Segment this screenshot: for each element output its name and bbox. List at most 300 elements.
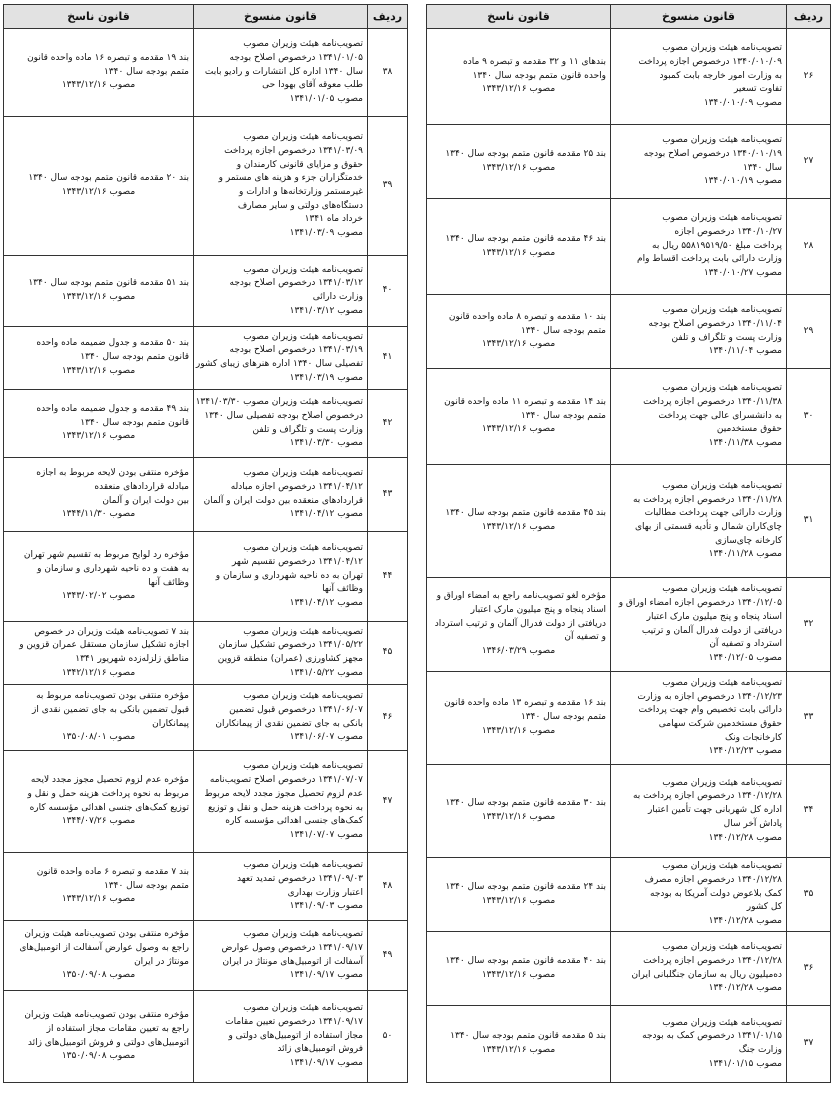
row-number: ۳۶ — [787, 932, 831, 1006]
repealed-law-cell — [194, 751, 368, 853]
approval-date: مصوب ۱۳۴۳/۱۲/۱۶ — [481, 424, 556, 435]
text-line: آسفالت از اتومبیل‌های مونتاژ در ایران — [222, 956, 363, 967]
row-number: ۳۲ — [787, 578, 831, 672]
text-line: مجهز کشاورزی (عمران) منطقه قزوین — [217, 654, 363, 664]
table-row — [427, 295, 831, 369]
table-row — [427, 765, 831, 858]
header-repealed-law: قانون منسوخ — [194, 5, 368, 29]
repealed-law-cell — [194, 256, 368, 327]
text-line: دارائی بابت تخصیص وام جهت پرداخت — [638, 705, 782, 716]
right-law-table — [426, 4, 831, 1083]
approval-date: مصوب ۱۳۴۱/۰۳/۱۹ — [289, 372, 363, 383]
text-line: اداره کل شهربانی جهت تأمین اعتبار — [648, 805, 782, 816]
text-line: متمم بودجه سال ۱۳۴۰ — [520, 325, 606, 336]
repealing-law-cell — [4, 921, 194, 991]
approval-date: مصوب ۱۳۴۱/۰۳/۱۲ — [289, 305, 363, 316]
text-line: ۱۳۴۱/۰۵/۲۲ درخصوص تشکیل سازمان — [218, 640, 363, 651]
text-line: مؤخره لغو تصویب‌نامه راجع به امضاء اوراق و — [436, 591, 606, 602]
approval-date: مصوب ۱۳۴۳/۱۲/۱۶ — [61, 431, 136, 442]
text-line: دستگاه‌های دولتی و سایر مصارف — [237, 200, 363, 211]
repealing-law-cell — [427, 125, 611, 199]
approval-date: مصوب ۱۳۴۳/۱۲/۱۶ — [61, 80, 136, 91]
text-line: کل کشور — [746, 902, 782, 913]
text-line: ۱۳۴۱/۰۱/۰۵ درخصوص اصلاح بودجه — [229, 52, 363, 63]
table-row — [4, 751, 408, 853]
text-line: پیمانکاران — [152, 718, 189, 729]
repealing-law-cell — [427, 465, 611, 578]
repealing-law-cell — [4, 991, 194, 1083]
text-line: بند ۴۹ مقدمه و جدول ضمیمه ماده واحده — [36, 403, 189, 414]
approval-date: مصوب ۱۳۴۱/۰۱/۱۵ — [708, 1058, 782, 1069]
text-line: بند ۱۶ مقدمه و تبصره ۱۳ ماده واحده قانون — [444, 698, 606, 709]
header-row — [427, 5, 831, 29]
table-row — [4, 117, 408, 256]
text-line: اجازه تشکیل سازمان مستقل عمران قزوین و — [19, 640, 189, 651]
text-line: سال ۱۳۴۰ — [742, 162, 782, 173]
repealing-law-cell — [427, 29, 611, 125]
approval-date: مصوب ۱۳۴۳/۱۲/۱۶ — [61, 292, 136, 302]
text-line: تفاوت تسعیر — [733, 84, 782, 95]
approval-date: مصوب ۱۳۴۰/۱۱/۰۴ — [708, 346, 782, 357]
text-line: ۱۳۴۰/۱۰/۲۷ درخصوص اجازه — [674, 226, 782, 237]
repealing-law-cell — [427, 295, 611, 369]
text-line: بند ۴۰ مقدمه قانون متمم بودجه سال ۱۳۴۰ — [445, 955, 606, 966]
text-line: تصویب‌نامه هیئت وزیران مصوب — [662, 383, 782, 394]
text-line: ۱۳۴۱/۰۱/۱۵ درخصوص کمک به بودجه — [642, 1031, 782, 1042]
text-line: مؤخره عدم لزوم تحصیل مجوز مجدد لایحه — [30, 775, 189, 786]
table-row — [4, 29, 408, 117]
repealing-law-cell — [427, 199, 611, 295]
repealing-law-cell — [4, 751, 194, 853]
text-line: بندهای ۱۱ و ۳۲ مقدمه و تبصره ۹ ماده — [462, 56, 606, 67]
text-line: متمم بودجه سال ۱۳۴۰ — [520, 712, 606, 723]
table-row — [427, 465, 831, 578]
repealing-law-cell — [4, 458, 194, 532]
text-line: بانکی به جای تضمین نقدی از پیمانکاران — [215, 718, 363, 729]
repealing-law-cell — [427, 672, 611, 765]
approval-date: مصوب ۱۳۴۰/۱۲/۰۵ — [708, 652, 782, 663]
text-line: دریافتی از دولت فدرال آلمان و ترتیب — [641, 625, 782, 636]
text-line: ۱۳۴۰/۱۲/۲۸ درخصوص اجازه پرداخت به — [632, 791, 782, 802]
text-line: تصویب‌نامه هیئت وزیران مصوب — [243, 691, 363, 702]
text-line: وزارت دارائی جهت پرداخت مطالبات — [644, 508, 782, 519]
repealing-law-cell — [4, 327, 194, 390]
approval-date: مصوب ۱۳۴۱/۰۷/۰۷ — [289, 829, 363, 840]
approval-date: مصوب ۱۳۴۳/۱۲/۱۶ — [481, 247, 556, 258]
header-repealed-law: قانون منسوخ — [611, 5, 787, 29]
text-line: بند ۱۰ مقدمه و تبصره ۸ ماده واحده قانون — [448, 311, 606, 322]
repealed-law-cell — [611, 29, 787, 125]
table-row — [4, 921, 408, 991]
repealing-law-cell — [4, 622, 194, 685]
text-line: ۱۳۴۱/۰۷/۰۷ درخصوص اصلاح تصویب‌نامه — [209, 775, 363, 786]
text-line: راجع به تعیین مقامات مجاز استفاده از — [46, 1023, 189, 1034]
row-number: ۳۹ — [368, 117, 408, 256]
repealed-law-cell — [194, 458, 368, 532]
text-line: بند ۵ مقدمه قانون متمم بودجه سال ۱۳۴۰ — [450, 1031, 606, 1042]
text-line: بند ۱۹ مقدمه و تبصره ۱۶ ماده واحده قانون — [27, 52, 189, 63]
text-line: تصویب‌نامه هیئت وزیران مصوب — [662, 135, 782, 146]
approval-date: مصوب ۱۳۴۱/۰۱/۰۵ — [289, 94, 363, 104]
text-line: ۱۳۴۰/۱۲/۲۸ درخصوص اجازه مصرف — [644, 874, 782, 885]
approval-date: مصوب ۱۳۴۱/۰۹/۰۳ — [289, 901, 363, 912]
approval-date: مصوب ۱۳۴۱/۰۴/۱۲ — [289, 598, 363, 608]
text-line: بند ۵۰ مقدمه و جدول ضمیمه ماده واحده — [36, 338, 189, 349]
approval-date: مصوب ۱۳۴۳/۱۲/۱۶ — [481, 84, 556, 95]
text-line: چای‌کاران شمال و تأدیه قسمتی از بهای — [635, 522, 782, 532]
text-line: توزیع کمک‌های جنسی اهدائی مؤسسه کاره — [29, 802, 189, 813]
text-line: وزارت پست و تلگراف و تلفن — [671, 332, 782, 343]
repealed-law-cell — [611, 199, 787, 295]
table-row — [4, 390, 408, 458]
table-row — [427, 1006, 831, 1083]
approval-date: مصوب ۱۳۴۳/۱۲/۱۶ — [61, 187, 136, 197]
repealed-law-cell — [194, 853, 368, 921]
text-line: غیرمستمر وزارتخانه‌ها و ادارات و — [238, 187, 363, 197]
text-line: تهران به ده ناحیه شهرداری و سازمان و — [215, 570, 363, 581]
approval-date: مصوب ۱۳۴۰/۱۱/۳۸ — [708, 438, 782, 448]
repealing-law-cell — [4, 117, 194, 256]
repealing-law-cell — [4, 256, 194, 327]
row-number: ۴۰ — [368, 256, 408, 327]
row-number: ۲۷ — [787, 125, 831, 199]
header-repealing-law: قانون ناسخ — [4, 5, 194, 29]
approval-date: مصوب ۱۳۴۰/۰۱۰/۱۹ — [703, 176, 782, 187]
row-number: ۴۸ — [368, 853, 408, 921]
text-line: تصویب‌نامه هیئت وزیران مصوب ۱۳۴۱/۰۳/۳۰ — [195, 397, 363, 408]
approval-date: مصوب ۱۳۴۱/۰۵/۲۲ — [289, 667, 363, 678]
text-line: قانون متمم بودجه سال ۱۳۴۰ — [80, 417, 189, 428]
repealing-law-cell — [4, 532, 194, 622]
text-line: تصویب‌نامه هیئت وزیران مصوب — [662, 861, 782, 872]
row-number: ۴۷ — [368, 751, 408, 853]
approval-date: مصوب ۱۳۴۰/۱۲/۲۸ — [708, 983, 782, 994]
table-row — [4, 256, 408, 327]
text-line: مؤخره رد لوایح مربوط به تقسیم شهر تهران — [23, 550, 189, 561]
text-line: تفصیلی سال ۱۳۴۰ اداره هنرهای زیبای کشور — [195, 359, 363, 369]
table-row — [4, 622, 408, 685]
text-line: فروش اتومبیل‌های زائد — [277, 1044, 363, 1055]
approval-date: مصوب ۱۳۴۳/۱۲/۱۶ — [61, 894, 136, 905]
row-number: ۵۰ — [368, 991, 408, 1083]
approval-date: مصوب ۱۳۴۱/۰۹/۱۷ — [289, 1058, 363, 1068]
approval-date: مصوب ۱۳۴۳/۱۲/۱۶ — [481, 339, 556, 350]
text-line: کارخانه چای‌سازی — [715, 535, 782, 546]
text-line: ۱۳۴۰/۰۱۰/۱۹ درخصوص اصلاح بودجه — [643, 148, 782, 159]
row-number: ۲۹ — [787, 295, 831, 369]
approval-date: مصوب ۱۳۴۳/۱۲/۱۶ — [481, 812, 556, 822]
approval-date: مصوب ۱۳۴۰/۱۱/۲۸ — [708, 549, 782, 560]
table-row — [427, 858, 831, 932]
table-row — [4, 458, 408, 532]
text-line: ده‌میلیون ریال به سازمان جنگلبانی ایران — [631, 969, 782, 980]
repealed-law-cell — [611, 578, 787, 672]
text-line: خرداد ماه ۱۳۴۱ — [304, 214, 363, 225]
row-number: ۲۸ — [787, 199, 831, 295]
text-line: حقوق مستخدمین — [716, 424, 782, 435]
approval-date: مصوب ۱۳۴۲/۱۲/۱۶ — [61, 667, 136, 678]
header-row — [4, 5, 408, 29]
text-line: به وزارت امور خارجه بابت کمبود — [659, 70, 782, 81]
row-number: ۴۱ — [368, 327, 408, 390]
approval-date: مصوب ۱۳۴۰/۱۲/۲۸ — [708, 916, 782, 926]
text-line: وزارت دارائی — [312, 292, 363, 302]
text-line: حقوق و مزایای قانونی کارمندان و — [236, 159, 363, 170]
row-number: ۳۴ — [787, 765, 831, 858]
text-line: مربوط به نحوه پرداخت هزینه حمل و نقل و — [27, 788, 189, 799]
approval-date: مصوب ۱۳۴۳/۱۲/۱۶ — [481, 725, 556, 736]
approval-date: مصوب ۱۳۴۶/۰۳/۲۹ — [481, 646, 556, 656]
table-row — [427, 125, 831, 199]
repealed-law-cell — [194, 390, 368, 458]
text-line: وظائف آنها — [148, 577, 189, 588]
approval-date: مصوب ۱۳۴۳/۱۲/۱۶ — [481, 162, 556, 173]
text-line: طلب معوقه آقای بهودا حی — [262, 80, 363, 91]
text-line: پاداش آخر سال — [723, 818, 782, 829]
repealing-law-cell — [4, 685, 194, 751]
text-line: حقوق مستخدمین شرکت سهامی — [658, 719, 782, 729]
text-line: به هفت و ده ناحیه شهرداری و سازمان و — [37, 563, 189, 574]
approval-date: مصوب ۱۳۴۰/۱۲/۲۸ — [708, 832, 782, 843]
text-line: تصویب‌نامه هیئت وزیران مصوب — [243, 929, 363, 940]
text-line: مؤخره منتفی بودن تصویب‌نامه مربوط به — [36, 691, 189, 702]
table-row — [4, 853, 408, 921]
repealed-law-cell — [611, 672, 787, 765]
approval-date: مصوب ۱۳۴۰/۱۲/۲۳ — [708, 746, 782, 757]
text-line: تصویب‌نامه هیئت وزیران مصوب — [662, 480, 782, 491]
text-line: پرداخت مبلغ ۵۵۸۱۹۵۱۹/۵۰ ریال به — [652, 240, 782, 251]
approval-date: مصوب ۱۳۴۳/۱۲/۱۶ — [481, 895, 556, 906]
left-law-table — [3, 4, 408, 1083]
text-line: وزارت دارائی بابت پرداخت اقساط وام — [637, 254, 782, 265]
text-line: اسناد پنجاه و پنج میلیون مارک اعتبار — [470, 604, 606, 615]
repealing-law-cell — [4, 390, 194, 458]
header-repealing-law: قانون ناسخ — [427, 5, 611, 29]
text-line: ۱۳۴۰/۱۲/۲۸ درخصوص اجازه پرداخت — [643, 955, 782, 966]
row-number: ۳۵ — [787, 858, 831, 932]
table-row — [427, 672, 831, 765]
repealing-law-cell — [427, 578, 611, 672]
table-row — [4, 685, 408, 751]
repealing-law-cell — [4, 853, 194, 921]
approval-date: مصوب ۱۳۵۰/۰۹/۰۸ — [61, 970, 136, 981]
table-row — [4, 991, 408, 1083]
text-line: درخصوص اصلاح بودجه تفصیلی سال ۱۳۴۰ — [204, 410, 363, 421]
text-line: تصویب‌نامه هیئت وزیران مصوب — [243, 543, 363, 554]
row-number: ۴۲ — [368, 390, 408, 458]
repealed-law-cell — [611, 125, 787, 199]
row-number: ۲۶ — [787, 29, 831, 125]
approval-date: مصوب ۱۳۴۳/۱۲/۱۶ — [481, 522, 556, 532]
text-line: ۱۳۴۱/۰۳/۱۹ درخصوص اصلاح بودجه — [229, 345, 363, 356]
text-line: بند ۲۰ مقدمه قانون متمم بودجه سال ۱۳۴۰ — [28, 173, 189, 184]
approval-date: مصوب ۱۳۴۰/۰۱۰/۲۷ — [703, 268, 782, 278]
row-number: ۳۱ — [787, 465, 831, 578]
table-row — [4, 327, 408, 390]
text-line: قبول تضمین بانکی به جای تضمین نقدی از — [32, 704, 189, 715]
text-line: متمم بودجه سال ۱۳۴۰ — [520, 410, 606, 421]
text-line: مؤخره منتفی بودن لایحه مربوط به اجازه — [36, 468, 189, 479]
header-row-number: ردیف — [368, 5, 408, 29]
text-line: متمم بودجه سال ۱۳۴۰ — [103, 880, 189, 891]
row-number: ۴۳ — [368, 458, 408, 532]
text-line: مناطق زلزله‌زده شهریور ۱۳۴۱ — [75, 654, 189, 664]
table-row — [427, 369, 831, 465]
approval-date: مصوب ۱۳۴۱/۰۶/۰۷ — [289, 732, 363, 743]
text-line: تصویب‌نامه هیئت وزیران مصوب — [243, 860, 363, 871]
table-row — [427, 578, 831, 672]
approval-date: مصوب ۱۳۵۰/۰۸/۰۱ — [61, 732, 136, 743]
text-line: خدمتگزاران جزء و هزینه های مستمر و — [218, 173, 363, 184]
approval-date: مصوب ۱۳۴۴/۰۷/۲۶ — [61, 816, 136, 827]
text-line: اتومبیل‌های دولتی و فروش اتومبیل‌های زائد — [27, 1037, 189, 1048]
text-line: عدم لزوم تحصیل مجوز مجدد لایحه مربوط — [204, 788, 363, 799]
text-line: ۱۳۴۰/۱۱/۰۴ درخصوص اصلاح بودجه — [648, 318, 782, 329]
text-line: ۱۳۴۱/۰۴/۱۲ درخصوص تقسیم شهر — [231, 556, 363, 567]
text-line: قانون متمم بودجه سال ۱۳۴۰ — [80, 352, 189, 363]
text-line: بند ۴۵ مقدمه قانون متمم بودجه سال ۱۳۴۰ — [445, 508, 606, 519]
approval-date: مصوب ۱۳۴۳/۱۲/۱۶ — [481, 1045, 556, 1055]
text-line: دریافتی از دولت فدرال آلمان و ترتیب استرداد — [434, 618, 606, 629]
text-line: مؤخره منتفی بودن تصویب‌نامه هیئت وزیران — [24, 1010, 189, 1021]
approval-date: مصوب ۱۳۴۱/۰۹/۱۷ — [289, 970, 363, 981]
repealed-law-cell — [194, 532, 368, 622]
text-line: تصویب‌نامه هیئت وزیران مصوب — [243, 468, 363, 479]
text-line: به نحوه پرداخت هزینه حمل و نقل و توزیع — [208, 802, 363, 813]
text-line: بند ۴۶ مقدمه قانون متمم بودجه سال ۱۳۴۰ — [445, 233, 606, 244]
text-line: ۱۳۴۰/۱۱/۳۸ درخصوص اجازه پرداخت — [643, 396, 782, 407]
text-line: ۱۳۴۱/۰۳/۰۹ درخصوص اجازه پرداخت — [224, 145, 363, 156]
text-line: بند ۷ مقدمه و تبصره ۶ ماده واحده قانون — [36, 866, 189, 877]
text-line: تصویب‌نامه هیئت وزیران مصوب — [662, 1017, 782, 1028]
text-line: بند ۱۴ مقدمه و تبصره ۱۱ ماده واحده قانون — [444, 396, 606, 407]
table-row — [427, 932, 831, 1006]
text-line: و تصفیه آن — [564, 632, 606, 643]
text-line: تصویب‌نامه هیئت وزیران مصوب — [662, 305, 782, 316]
approval-date: مصوب ۱۳۴۱/۰۳/۰۹ — [289, 228, 363, 239]
text-line: ۱۳۴۰/۱۲/۲۳ درخصوص اجازه به وزارت — [637, 691, 782, 702]
repealed-law-cell — [611, 932, 787, 1006]
repealing-law-cell — [427, 369, 611, 465]
row-number: ۳۰ — [787, 369, 831, 465]
row-number: ۳۸ — [368, 29, 408, 117]
repealed-law-cell — [194, 622, 368, 685]
text-line: تصویب‌نامه هیئت وزیران مصوب — [243, 626, 363, 637]
text-line: وزارت پست و تلگراف و تلفن — [252, 424, 363, 435]
text-line: بند ۷ تصویب‌نامه هیئت وزیران در خصوص — [34, 626, 189, 637]
repealed-law-cell — [194, 685, 368, 751]
repealed-law-cell — [611, 858, 787, 932]
approval-date: مصوب ۱۳۴۳/۱۲/۱۶ — [61, 365, 136, 376]
text-line: ۱۳۴۱/۰۳/۱۲ درخصوص اصلاح بودجه — [229, 278, 363, 289]
text-line: تصویب‌نامه هیئت وزیران مصوب — [662, 213, 782, 224]
repealed-law-cell — [611, 369, 787, 465]
text-line: تصویب‌نامه هیئت وزیران مصوب — [243, 331, 363, 342]
text-line: تصویب‌نامه هیئت وزیران مصوب — [243, 761, 363, 772]
repealing-law-cell — [427, 765, 611, 858]
text-line: بند ۳۰ مقدمه قانون متمم بودجه سال ۱۳۴۰ — [445, 798, 606, 809]
text-line: مؤخره منتفی بودن تصویب‌نامه هیئت وزیران — [24, 929, 189, 940]
repealed-law-cell — [194, 991, 368, 1083]
approval-date: مصوب ۱۳۴۳/۱۲/۱۶ — [481, 969, 556, 980]
text-line: مونتاژ در ایران — [134, 956, 189, 967]
text-line: ۱۳۴۰/۱۱/۲۸ درخصوص اجازه پرداخت به — [632, 494, 782, 505]
row-number: ۳۳ — [787, 672, 831, 765]
table-row — [427, 29, 831, 125]
text-line: تصویب‌نامه هیئت وزیران مصوب — [662, 43, 782, 54]
table-row — [427, 199, 831, 295]
text-line: قراردادهای منعقده بین دولت ایران و آلمان — [203, 495, 363, 506]
text-line: تصویب‌نامه هیئت وزیران مصوب — [243, 132, 363, 143]
text-line: ۱۳۴۱/۰۴/۱۲ درخصوص اجازه مبادله — [230, 481, 363, 492]
header-row-number: ردیف — [787, 5, 831, 29]
approval-date: مصوب ۱۳۴۴/۱۱/۳۰ — [61, 509, 136, 520]
text-line: تصویب‌نامه هیئت وزیران مصوب — [243, 1003, 363, 1014]
text-line: تصویب‌نامه هیئت وزیران مصوب — [662, 584, 782, 595]
text-line: تصویب‌نامه هیئت وزیران مصوب — [243, 39, 363, 50]
text-line: اسناد پنجاه و پنج میلیون مارک اعتبار — [646, 611, 782, 622]
text-line: استرداد و تصفیه آن — [709, 639, 782, 650]
text-line: وزارت جنگ — [738, 1045, 782, 1055]
text-line: تصویب‌نامه هیئت وزیران مصوب — [243, 264, 363, 275]
text-line: مبادله قراردادهای منعقده — [94, 481, 189, 492]
approval-date: مصوب ۱۳۴۳/۰۲/۰۲ — [61, 591, 136, 602]
row-number: ۴۴ — [368, 532, 408, 622]
text-line: تصویب‌نامه هیئت وزیران مصوب — [662, 942, 782, 953]
text-line: کمک‌های جنسی اهدائی مؤسسه کاره — [225, 816, 363, 827]
text-line: بند ۵۱ مقدمه قانون متمم بودجه سال ۱۳۴۰ — [28, 278, 189, 289]
text-line: ۱۳۴۰/۱۲/۰۵ درخصوص اجازه امضاء اوراق و — [618, 598, 782, 609]
repealed-law-cell — [194, 29, 368, 117]
row-number: ۴۶ — [368, 685, 408, 751]
repealing-law-cell — [427, 1006, 611, 1083]
repealed-law-cell — [611, 1006, 787, 1083]
repealing-law-cell — [427, 932, 611, 1006]
text-line: راجع به وصول عوارض آسفالت از اتومبیل‌های — [19, 942, 189, 953]
approval-date: مصوب ۱۳۵۰/۰۹/۰۸ — [61, 1051, 136, 1062]
text-line: به دانشسرای عالی جهت پرداخت — [658, 410, 782, 421]
text-line: تصویب‌نامه هیئت وزیران مصوب — [662, 677, 782, 688]
text-line: ۱۳۴۱/۰۹/۰۳ درخصوص تمدید تعهد — [237, 873, 363, 884]
approval-date: مصوب ۱۳۴۱/۰۳/۳۰ — [289, 438, 363, 449]
row-number: ۳۷ — [787, 1006, 831, 1083]
text-line: ۱۳۴۰/۰۱۰/۰۹ درخصوص اجازه پرداخت — [638, 56, 782, 67]
row-number: ۴۵ — [368, 622, 408, 685]
repealed-law-cell — [611, 465, 787, 578]
approval-date: مصوب ۱۳۴۱/۰۴/۱۲ — [289, 509, 363, 520]
text-line: مجاز استفاده از اتومبیل‌های دولتی و — [228, 1030, 363, 1041]
repealed-law-cell — [611, 295, 787, 369]
text-line: تصویب‌نامه هیئت وزیران مصوب — [662, 777, 782, 788]
text-line: کمک بلاعوض دولت آمریکا به بودجه — [650, 888, 782, 899]
text-line: واحده قانون متمم بودجه سال ۱۳۴۰ — [472, 70, 606, 81]
repealed-law-cell — [611, 765, 787, 858]
text-line: بین دولت ایران و آلمان — [102, 495, 189, 506]
text-line: ۱۳۴۱/۰۶/۰۷ درخصوص قبول تضمین — [229, 704, 363, 715]
repealed-law-cell — [194, 921, 368, 991]
text-line: وظائف آنها — [322, 584, 363, 595]
approval-date: مصوب ۱۳۴۰/۰۱۰/۰۹ — [703, 98, 782, 108]
text-line: کارخانجات ونک — [725, 732, 782, 743]
repealing-law-cell — [4, 29, 194, 117]
text-line: بند ۲۵ مقدمه قانون متمم بودجه سال ۱۳۴۰ — [445, 148, 606, 159]
text-line: اعتبار وزارت بهداری — [287, 887, 363, 898]
repealing-law-cell — [427, 858, 611, 932]
table-row — [4, 532, 408, 622]
text-line: ۱۳۴۱/۰۹/۱۷ درخصوص تعیین مقامات — [225, 1016, 363, 1027]
repealed-law-cell — [194, 117, 368, 256]
repealed-law-cell — [194, 327, 368, 390]
